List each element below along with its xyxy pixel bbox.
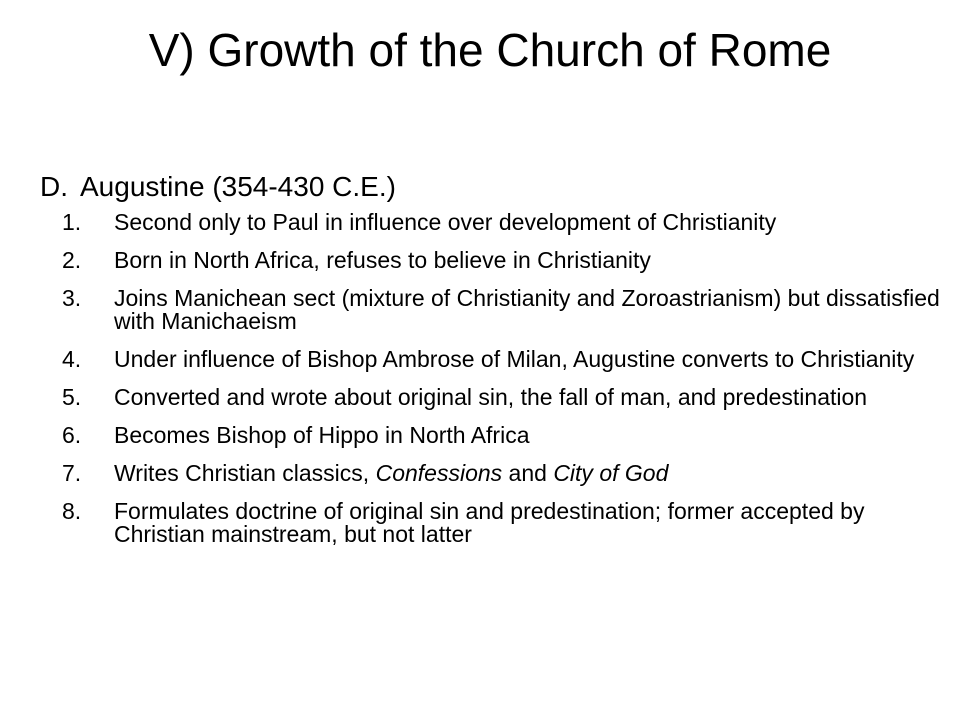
list-item xyxy=(62,424,952,447)
work-title-city-of-god: City of God xyxy=(553,460,669,486)
section-marker: D. xyxy=(40,171,68,202)
list-item-number: 1. xyxy=(62,209,82,235)
list-item xyxy=(62,348,952,371)
list-item-text: Becomes Bishop of Hippo in North Africa xyxy=(114,422,530,448)
list-item-number: 6. xyxy=(62,422,82,448)
list-item-text-mid: and xyxy=(502,460,554,486)
list-item-text xyxy=(114,462,952,485)
numbered-list xyxy=(62,211,952,561)
list-item-text: Joins Manichean sect (mixture of Christianity and Zoroastrianism) but dissatisfied with Manichaeism xyxy=(114,285,940,334)
slide-title: V) Growth of the Church of Rome xyxy=(148,24,832,76)
list-item xyxy=(62,287,952,333)
list-item-number: 3. xyxy=(62,285,82,311)
list-item-text-prefix: Writes Christian classics, xyxy=(114,460,376,486)
list-item-text: Born in North Africa, refuses to believe in Christianity xyxy=(114,247,651,273)
work-title-confessions: Confessions xyxy=(375,460,503,486)
list-item-number: 5. xyxy=(62,384,82,410)
list-item-number: 7. xyxy=(62,460,82,486)
list-item xyxy=(62,462,952,485)
section-heading-text: Augustine (354-430 C.E.) xyxy=(80,171,396,202)
list-item-number: 2. xyxy=(62,247,82,273)
list-item-number: 8. xyxy=(62,498,82,524)
list-item xyxy=(62,249,952,272)
list-item xyxy=(62,211,952,234)
list-item-text: Formulates doctrine of original sin and predestination; former accepted by Christian mainstream, but not latter xyxy=(114,498,865,547)
list-item-number: 4. xyxy=(62,346,82,372)
list-item xyxy=(62,500,952,546)
list-item-text: Under influence of Bishop Ambrose of Milan, Augustine converts to Christianity xyxy=(114,346,915,372)
list-item-text: Converted and wrote about original sin, the fall of man, and predestination xyxy=(114,384,868,410)
section-heading xyxy=(40,170,396,204)
list-item-text: Second only to Paul in influence over development of Christianity xyxy=(114,209,777,235)
list-item xyxy=(62,386,952,409)
